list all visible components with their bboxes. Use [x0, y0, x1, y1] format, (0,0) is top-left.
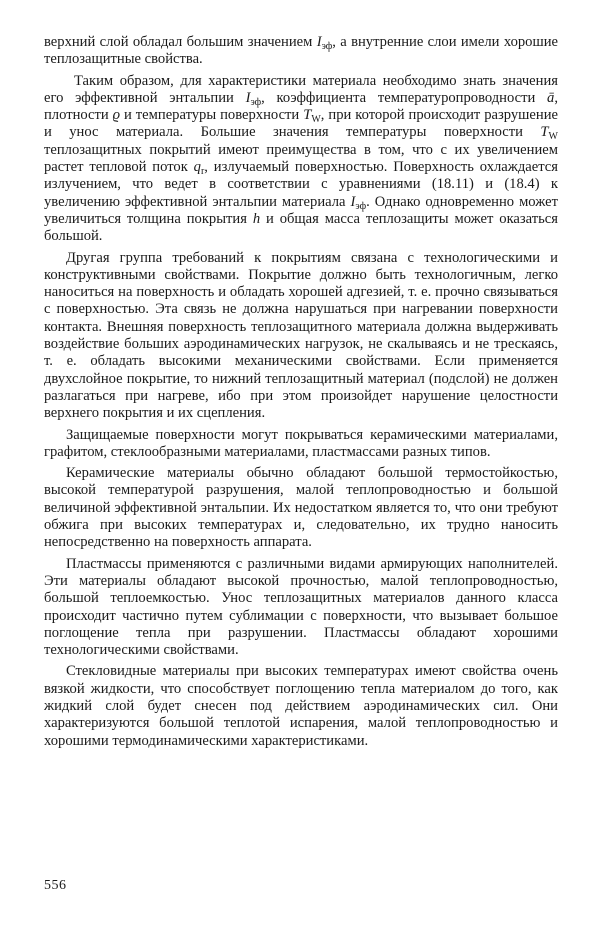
symbol-diffusivity: ā: [547, 89, 555, 106]
subscript: W: [548, 131, 558, 143]
body-text: [44, 34, 558, 754]
text-run: верхний слой обладал большим значением: [44, 34, 317, 50]
paragraph-protected-surfaces: Защищаемые поверхности могут покрываться керамическими материалами, графитом, стеклообразными материалами, пластмассами разных типов.: [44, 426, 558, 460]
symbol-enthalpy: I: [350, 193, 356, 210]
subscript: r: [200, 166, 205, 178]
subscript: эф: [355, 200, 367, 212]
paragraph-plastics: Пластмассы применяются с различными видами армирующих наполнителей. Эти материалы обладают высокой прочностью, малой теплопроводностью, большой теплоемкостью. Унос теплозащитных материалов данного класса происходит частично путем сублимации с поверхности, что вызывает большое поглощение тепла при разрушении. Пластмассы обладают хорошими технологическими свойствами.: [44, 555, 558, 659]
paragraph-technological-requirements: Другая группа требований к покрытиям связана с технологическими и конструктивными свойствами. Покрытие должно быть технологичным, легко наноситься на поверхность и обладать хорошей адгезией, т. е. прочно связываться с поверхностью. Эта связь не должна нарушаться при нагревании поверхности контакта. Внешняя поверхность теплозащитного материала должна выдерживать воздействие больших аэродинамических нагрузок, не скалываясь и не трескаясь, т. е. обладать высокими механическими свойствами. Если применяется двухслойное покрытие, то нижний теплозащитный материал (подслой) не должен разлагаться при нагреве, ибо при этом произойдет нарушение целостности верхнего покрытия и их сцепления.: [44, 249, 558, 422]
subscript: W: [311, 114, 321, 126]
paragraph-glassy-materials: Стекловидные материалы при высоких температурах имеют свойства очень вязкой жидкости, что способствует поглощению тепла материалом до того, как жидкий слой будет снесен под действием аэродинамических сил. Они характеризуются большой теплотой испарения, малой теплопроводностью и хорошими термодинамическими характеристиками.: [44, 663, 558, 749]
paragraph-ceramic-materials: Керамические материалы обычно обладают большой термостойкостью, высокой температурой разрушения, малой теплопроводностью и большой величиной эффективной энтальпии. Их недостатком является то, что они требуют обжига при высоких температурах и, следовательно, их трудно наносить непосредственно на поверхность аппарата.: [44, 465, 558, 551]
text-run: и температуры поверхности: [120, 107, 304, 124]
text-run: . Однако одновременно может увеличиться толщина покрытия: [44, 193, 558, 227]
text-run: , излучаемый поверхностью. Поверхность охлаждается излучением, что ведет в соответствии с уравнениями (18.11) и (18.4) к увеличению эффективной энтальпии материала: [44, 159, 558, 210]
text-run: и общая масса теплозащиты может оказаться большой.: [44, 210, 558, 245]
text-run: , плотности: [44, 89, 558, 124]
symbol-heat-flux: q: [193, 159, 201, 176]
symbol-enthalpy: I: [316, 34, 322, 50]
symbol-density: ϱ: [112, 107, 121, 124]
text-run: , при которой происходит разрушение и унос материала. Большие значения температуры поверхности: [44, 107, 558, 141]
subscript: эф: [321, 41, 333, 52]
text-run: , а внутренние слои имели хорошие теплозащитные свойства.: [44, 34, 558, 68]
symbol-thickness: h: [252, 210, 261, 227]
subscript: эф: [250, 96, 262, 108]
paragraph-continuation: [44, 34, 558, 69]
text-run: , коэффициента температуропроводности: [261, 89, 548, 106]
page-number: 556: [44, 878, 67, 893]
text-run: теплозащитных покрытий имеют преимущества в том, что с их увеличением растет тепловой поток: [44, 141, 558, 176]
text-run: Таким образом, для характеристики материала необходимо знать значения его эффективной энтальпии: [44, 72, 558, 106]
symbol-enthalpy: I: [245, 89, 251, 106]
symbol-temperature: T: [540, 124, 549, 141]
symbol-temperature: T: [303, 107, 312, 124]
paragraph-characteristics: [44, 73, 558, 246]
